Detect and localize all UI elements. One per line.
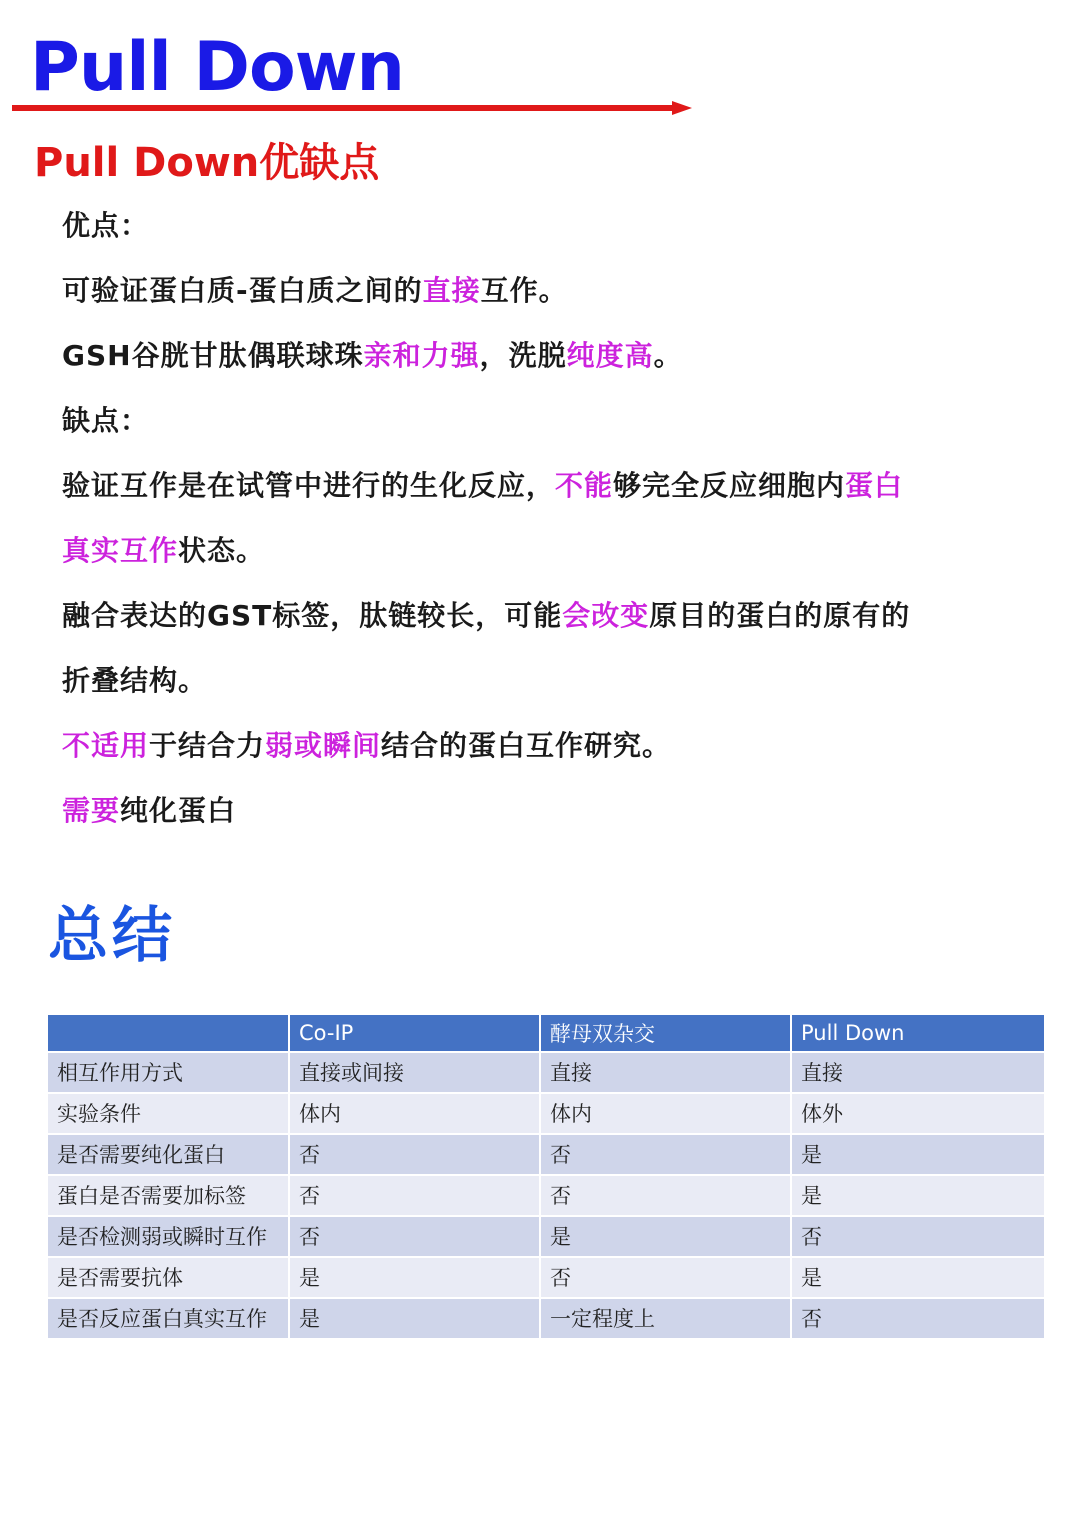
highlight-text: 真实互作 xyxy=(62,534,179,567)
table-cell: 是 xyxy=(540,1216,791,1257)
table-row xyxy=(48,1134,1044,1175)
table-row xyxy=(48,1052,1044,1093)
pros-item-2 xyxy=(62,323,1052,388)
text-segment: 于结合力 xyxy=(149,729,266,762)
pros-label: 优点： xyxy=(62,209,150,242)
table-cell: 直接或间接 xyxy=(289,1052,540,1093)
text-segment: ，洗脱 xyxy=(479,339,567,372)
cons-label: 缺点： xyxy=(62,404,150,437)
highlight-text: 弱或瞬间 xyxy=(265,729,382,762)
cons-item-2-line-2 xyxy=(62,648,1052,713)
table-cell: 是否反应蛋白真实互作 xyxy=(48,1298,289,1339)
table-cell: 是否需要抗体 xyxy=(48,1257,289,1298)
text-segment: 结合的蛋白互作研究。 xyxy=(381,729,672,762)
table-header-cell: 酵母双杂交 xyxy=(540,1015,791,1052)
text-segment: GSH谷胱甘肽偶联球珠 xyxy=(62,339,364,372)
table-cell: 否 xyxy=(540,1175,791,1216)
table-cell: 体内 xyxy=(540,1093,791,1134)
text-segment: 状态。 xyxy=(178,534,266,567)
comparison-table xyxy=(48,1015,1044,1340)
text-segment: 可验证蛋白质-蛋白质之间的 xyxy=(62,274,423,307)
highlight-text: 蛋白 xyxy=(845,469,904,502)
section-title: Pull Down优缺点 xyxy=(34,140,380,186)
table-cell: 否 xyxy=(289,1175,540,1216)
text-segment: 折叠结构。 xyxy=(62,664,208,697)
text-segment: 原目的蛋白的原有的 xyxy=(649,599,911,632)
table-cell: 蛋白是否需要加标签 xyxy=(48,1175,289,1216)
highlight-text: 不能 xyxy=(555,469,614,502)
table-header-cell xyxy=(48,1015,289,1052)
text-segment: 融合表达的GST标签，肽链较长，可能 xyxy=(62,599,563,632)
table-cell: 是否检测弱或瞬时互作 xyxy=(48,1216,289,1257)
table-row xyxy=(48,1175,1044,1216)
table-cell: 否 xyxy=(791,1298,1044,1339)
table-row xyxy=(48,1257,1044,1298)
pros-item-1 xyxy=(62,258,1052,323)
table-cell: 体内 xyxy=(289,1093,540,1134)
highlight-text: 不适用 xyxy=(62,729,150,762)
highlight-text: 直接 xyxy=(422,274,481,307)
table-cell: 否 xyxy=(289,1216,540,1257)
highlight-text: 会改变 xyxy=(562,599,650,632)
text-segment: 验证互作是在试管中进行的生化反应， xyxy=(62,469,556,502)
text-segment: 。 xyxy=(653,339,683,372)
table-cell: 是 xyxy=(791,1175,1044,1216)
table-cell: 是 xyxy=(289,1257,540,1298)
table-header-cell: Co-IP xyxy=(289,1015,540,1052)
table-cell: 否 xyxy=(540,1257,791,1298)
table-row xyxy=(48,1298,1044,1339)
table-cell: 是 xyxy=(791,1257,1044,1298)
table-cell: 直接 xyxy=(791,1052,1044,1093)
page-title: Pull Down xyxy=(30,28,404,107)
table-cell: 否 xyxy=(289,1134,540,1175)
table-cell: 实验条件 xyxy=(48,1093,289,1134)
highlight-text: 亲和力强 xyxy=(363,339,480,372)
table-header-cell: Pull Down xyxy=(791,1015,1044,1052)
text-segment: 纯化蛋白 xyxy=(120,794,237,827)
text-segment: 互作。 xyxy=(480,274,568,307)
table-cell: 是 xyxy=(791,1134,1044,1175)
table-header-row xyxy=(48,1015,1044,1052)
table-row xyxy=(48,1216,1044,1257)
highlight-text: 纯度高 xyxy=(566,339,654,372)
cons-item-3 xyxy=(62,713,1052,778)
text-segment: 够完全反应细胞内 xyxy=(613,469,846,502)
table-cell: 是 xyxy=(289,1298,540,1339)
highlight-text: 需要 xyxy=(62,794,121,827)
table-cell: 是否需要纯化蛋白 xyxy=(48,1134,289,1175)
cons-item-2-line-1 xyxy=(62,583,1052,648)
cons-item-1-line-1 xyxy=(62,453,1052,518)
title-underline-arrow xyxy=(12,98,692,118)
table-row xyxy=(48,1093,1044,1134)
cons-item-4 xyxy=(62,778,1052,843)
table-cell: 体外 xyxy=(791,1093,1044,1134)
table-cell: 一定程度上 xyxy=(540,1298,791,1339)
cons-item-1-line-2 xyxy=(62,518,1052,583)
summary-title: 总结 xyxy=(48,901,176,971)
table-cell: 否 xyxy=(540,1134,791,1175)
pros-cons-content xyxy=(62,193,1052,843)
table-cell: 相互作用方式 xyxy=(48,1052,289,1093)
table-cell: 否 xyxy=(791,1216,1044,1257)
table-cell: 直接 xyxy=(540,1052,791,1093)
